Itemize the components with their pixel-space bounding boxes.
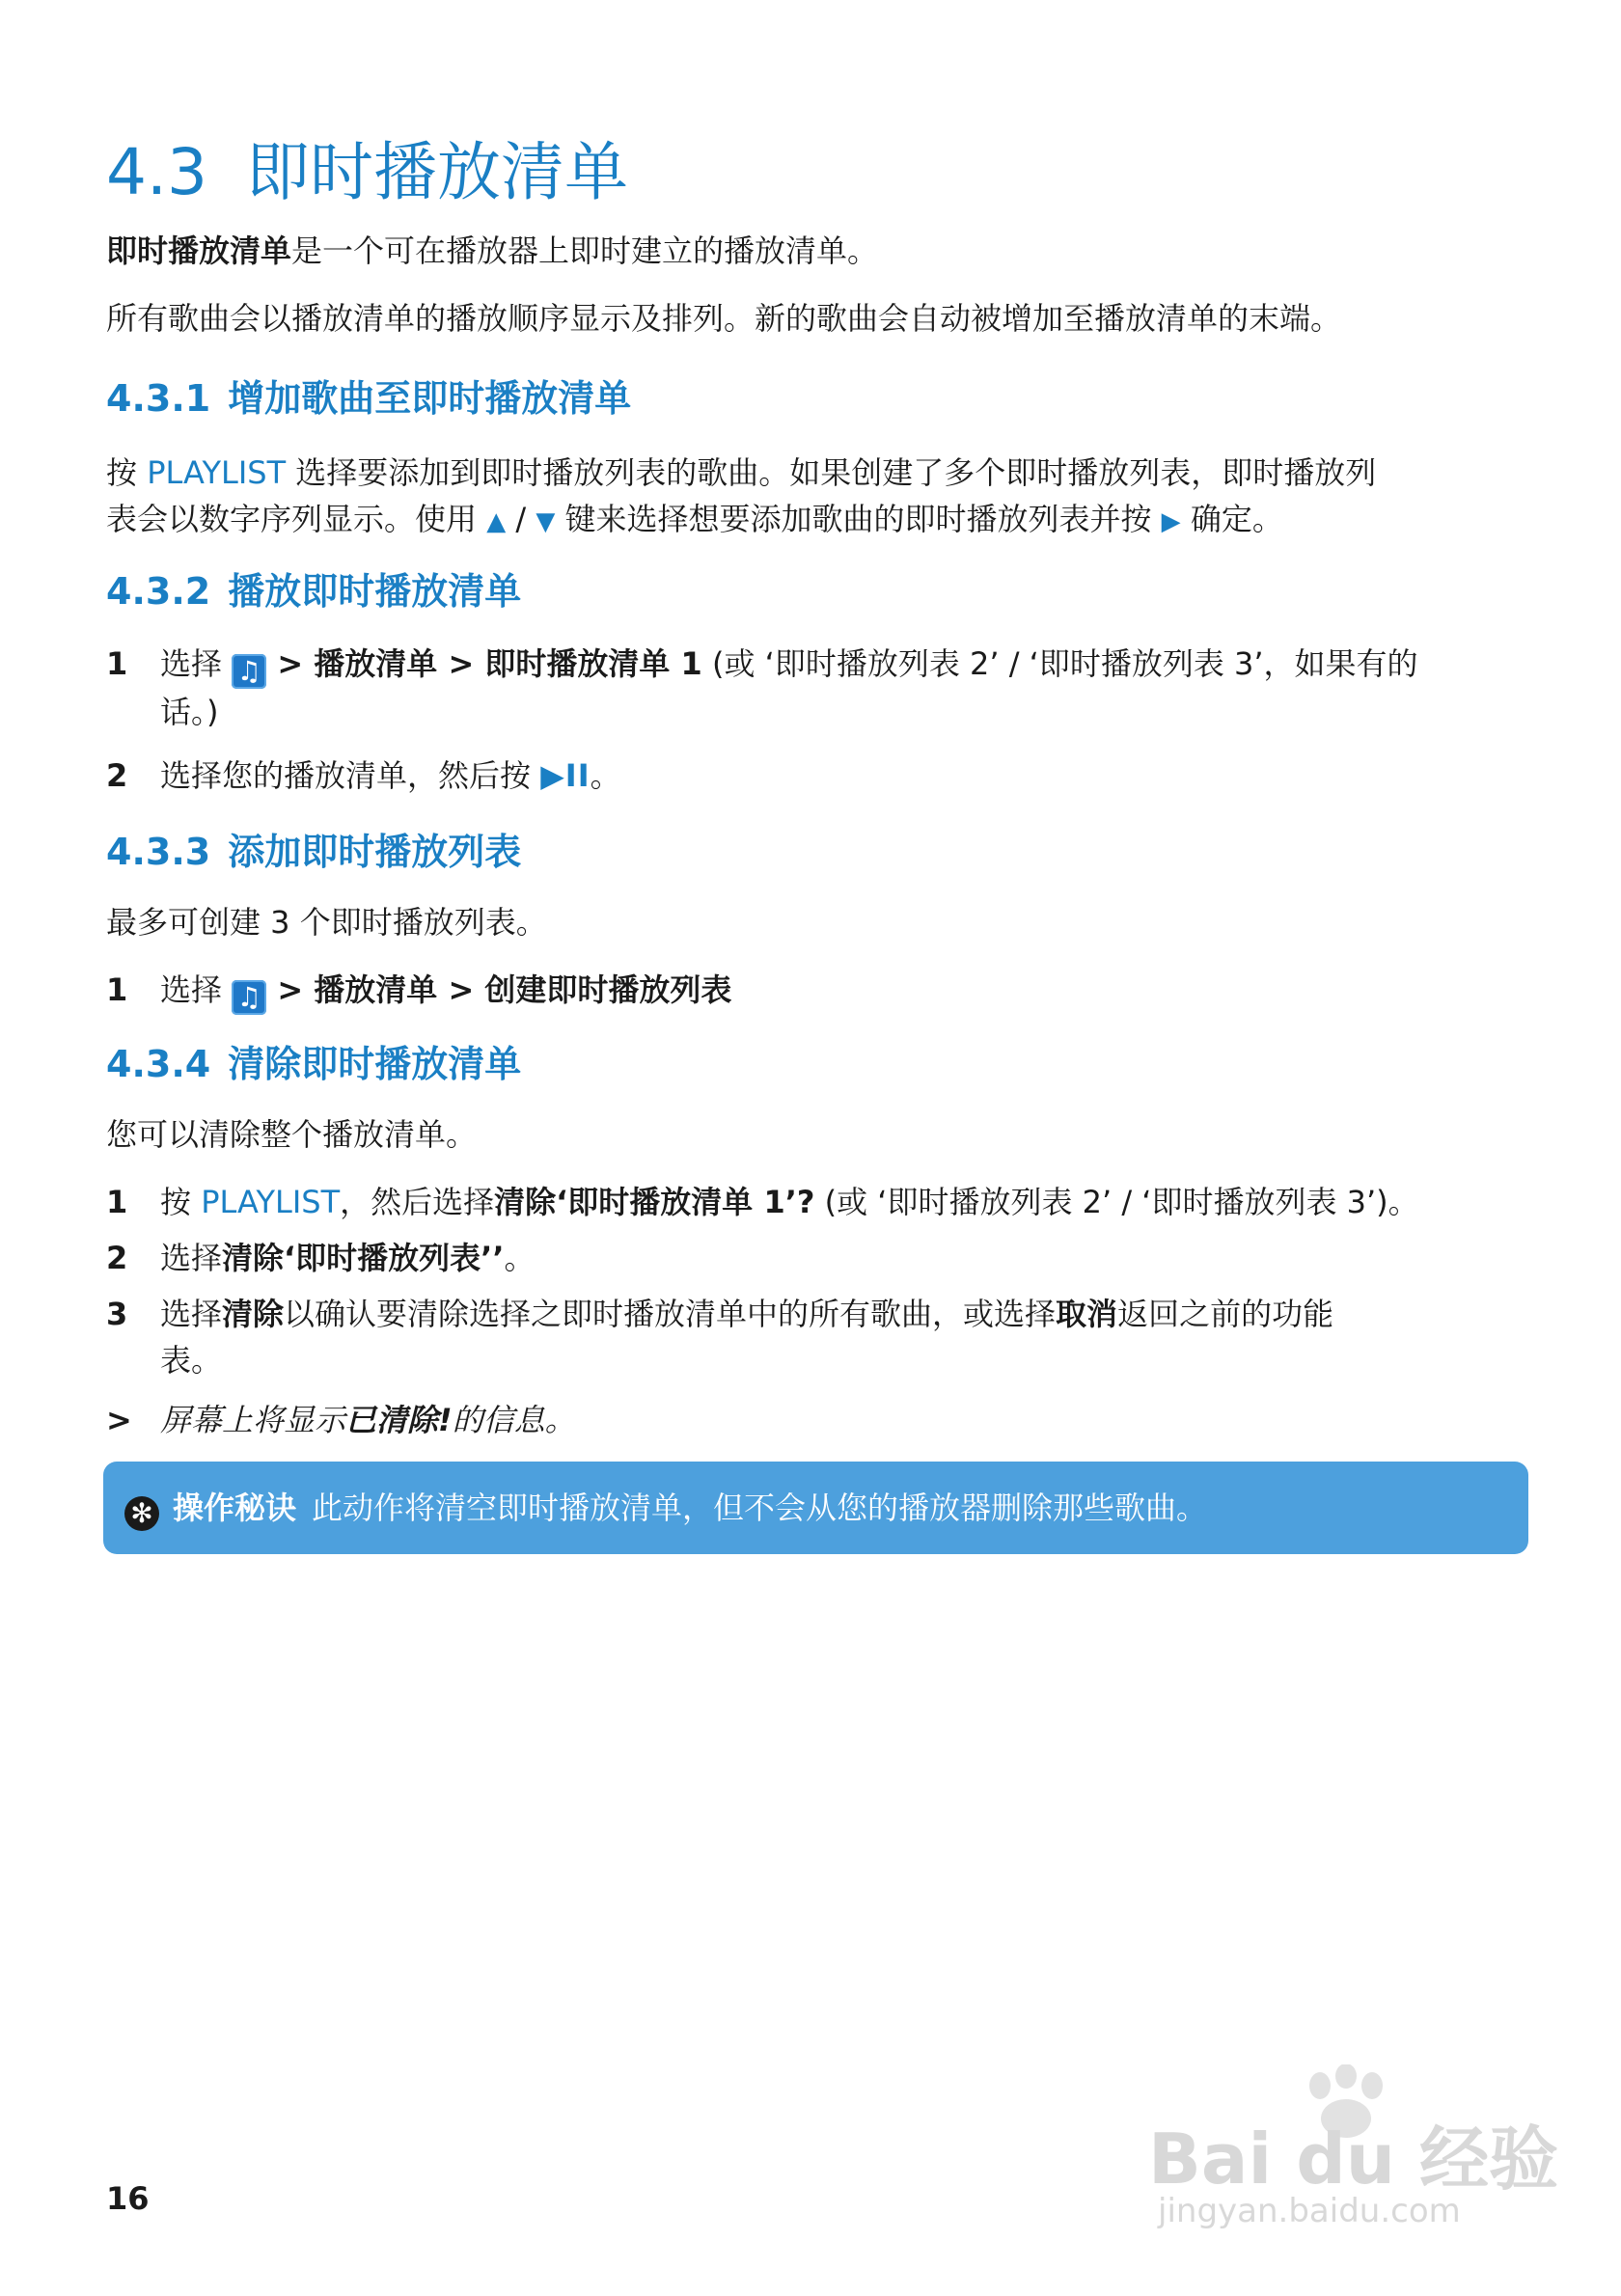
- text: 表会以数字序列显示。使用: [106, 501, 487, 537]
- text: 选择: [160, 1296, 223, 1332]
- text: (或 ‘即时播放列表 2’ / ‘即时播放列表 3’)。: [814, 1184, 1419, 1220]
- subsection-title: 清除即时播放清单: [228, 1043, 522, 1085]
- text: 即时播放清单 1: [484, 645, 702, 682]
- text: 按: [106, 454, 148, 491]
- step-number: 2: [106, 757, 128, 794]
- step-number: 3: [106, 1296, 128, 1332]
- subsection-heading-4-3-2: [106, 561, 521, 615]
- subsection-number: 4.3.3: [106, 831, 211, 873]
- up-arrow-icon: ▲: [486, 507, 507, 536]
- text: 播放清单: [314, 971, 438, 1008]
- tip-box: [103, 1462, 1528, 1554]
- s4-result: [106, 1397, 1525, 1443]
- subsection-heading-4-3-3: [106, 822, 521, 875]
- subsection-heading-4-3-1: [106, 369, 631, 422]
- baidu-watermark: [1148, 2064, 1573, 2238]
- s3-step-1: [106, 967, 1525, 1015]
- text: 表。: [160, 1342, 223, 1379]
- text: 话。): [160, 694, 219, 730]
- text: 以确认要清除选择之即时播放清单中的所有歌曲，或选择: [284, 1296, 1057, 1332]
- subsection-number: 4.3.4: [106, 1043, 211, 1085]
- s1-line-2: [106, 496, 1525, 545]
- s2-step-2: [106, 752, 1525, 799]
- text: /: [506, 501, 536, 537]
- text: 清除‘即时播放列表’’: [222, 1240, 505, 1276]
- subsection-title: 播放即时播放清单: [228, 570, 522, 613]
- s1-paragraph: [106, 450, 1525, 545]
- page-number: 16: [106, 2180, 150, 2217]
- text: 选择: [160, 1240, 223, 1276]
- step-number: 1: [106, 971, 128, 1008]
- s4-step-1: [106, 1179, 1525, 1225]
- playlist-key-label: PLAYLIST: [147, 454, 287, 491]
- step-number: 1: [106, 645, 128, 682]
- text: 。: [504, 1240, 536, 1276]
- watermark-logo: Bai du 经验: [1148, 2118, 1559, 2200]
- text: 已清除!: [345, 1402, 453, 1438]
- text: 播放清单: [314, 645, 438, 682]
- section-heading: [106, 121, 628, 212]
- text: >: [437, 645, 485, 682]
- s4-paragraph: 您可以清除整个播放清单。: [106, 1116, 478, 1153]
- text: 按: [160, 1184, 202, 1220]
- text: 屏幕上将显示: [160, 1402, 346, 1438]
- text: 选择: [160, 645, 233, 682]
- text: >: [437, 971, 485, 1008]
- s2-step-1: [106, 641, 1525, 735]
- tip-text: 此动作将清空即时播放清单，但不会从您的播放器删除那些歌曲。: [312, 1490, 1208, 1526]
- result-marker: >: [106, 1402, 132, 1438]
- text: 清除‘即时播放清单 1’?: [494, 1184, 815, 1220]
- intro-paragraph-2: 所有歌曲会以播放清单的播放顺序显示及排列。新的歌曲会自动被增加至播放清单的末端。: [106, 300, 1342, 337]
- step-number: 2: [106, 1240, 128, 1276]
- subsection-heading-4-3-4: [106, 1034, 521, 1087]
- text: 键来选择想要添加歌曲的即时播放列表并按: [555, 501, 1162, 537]
- s1-line-1: [106, 450, 1525, 496]
- text: 。: [590, 757, 621, 794]
- s4-step-2: [106, 1235, 1525, 1281]
- text: 返回之前的功能: [1117, 1296, 1334, 1332]
- intro-text: 是一个可在播放器上即时建立的播放清单。: [291, 232, 879, 269]
- asterisk-icon: ✻: [124, 1496, 159, 1531]
- text: 选择您的播放清单，然后按: [160, 757, 541, 794]
- text: 确定。: [1180, 501, 1283, 537]
- subsection-title: 增加歌曲至即时播放清单: [228, 377, 632, 420]
- intro-term: 即时播放清单: [106, 232, 292, 269]
- text: >: [266, 645, 315, 682]
- s4-step-3: [106, 1291, 1525, 1383]
- subsection-number: 4.3.1: [106, 377, 211, 420]
- tip-label: 操作秘诀: [173, 1490, 297, 1526]
- music-note-icon: ♫: [232, 980, 266, 1015]
- text: 选择: [160, 971, 233, 1008]
- intro-paragraph-1: [106, 228, 1525, 274]
- text: 取消: [1056, 1296, 1118, 1332]
- step-number: 1: [106, 1184, 128, 1220]
- text: >: [266, 971, 315, 1008]
- s3-paragraph: 最多可创建 3 个即时播放列表。: [106, 904, 547, 941]
- music-note-icon: ♫: [232, 654, 266, 689]
- section-number: 4.3: [106, 135, 207, 209]
- section-title: 即时播放清单: [245, 135, 628, 209]
- play-pause-icon: ▶II: [540, 757, 591, 794]
- subsection-title: 添加即时播放列表: [228, 831, 522, 873]
- watermark-url: jingyan.baidu.com: [1158, 2192, 1461, 2230]
- right-arrow-icon: ▶: [1161, 507, 1181, 536]
- text: 的信息。: [452, 1402, 576, 1438]
- text: 清除: [222, 1296, 285, 1332]
- text: (或 ‘即时播放列表 2’ / ‘即时播放列表 3’，如果有的: [701, 645, 1418, 682]
- text: ，然后选择: [340, 1184, 495, 1220]
- subsection-number: 4.3.2: [106, 570, 211, 613]
- down-arrow-icon: ▼: [536, 507, 556, 536]
- text: 创建即时播放列表: [484, 971, 732, 1008]
- text: 选择要添加到即时播放列表的歌曲。如果创建了多个即时播放列表，即时播放列: [286, 454, 1377, 491]
- playlist-key-label: PLAYLIST: [201, 1184, 341, 1220]
